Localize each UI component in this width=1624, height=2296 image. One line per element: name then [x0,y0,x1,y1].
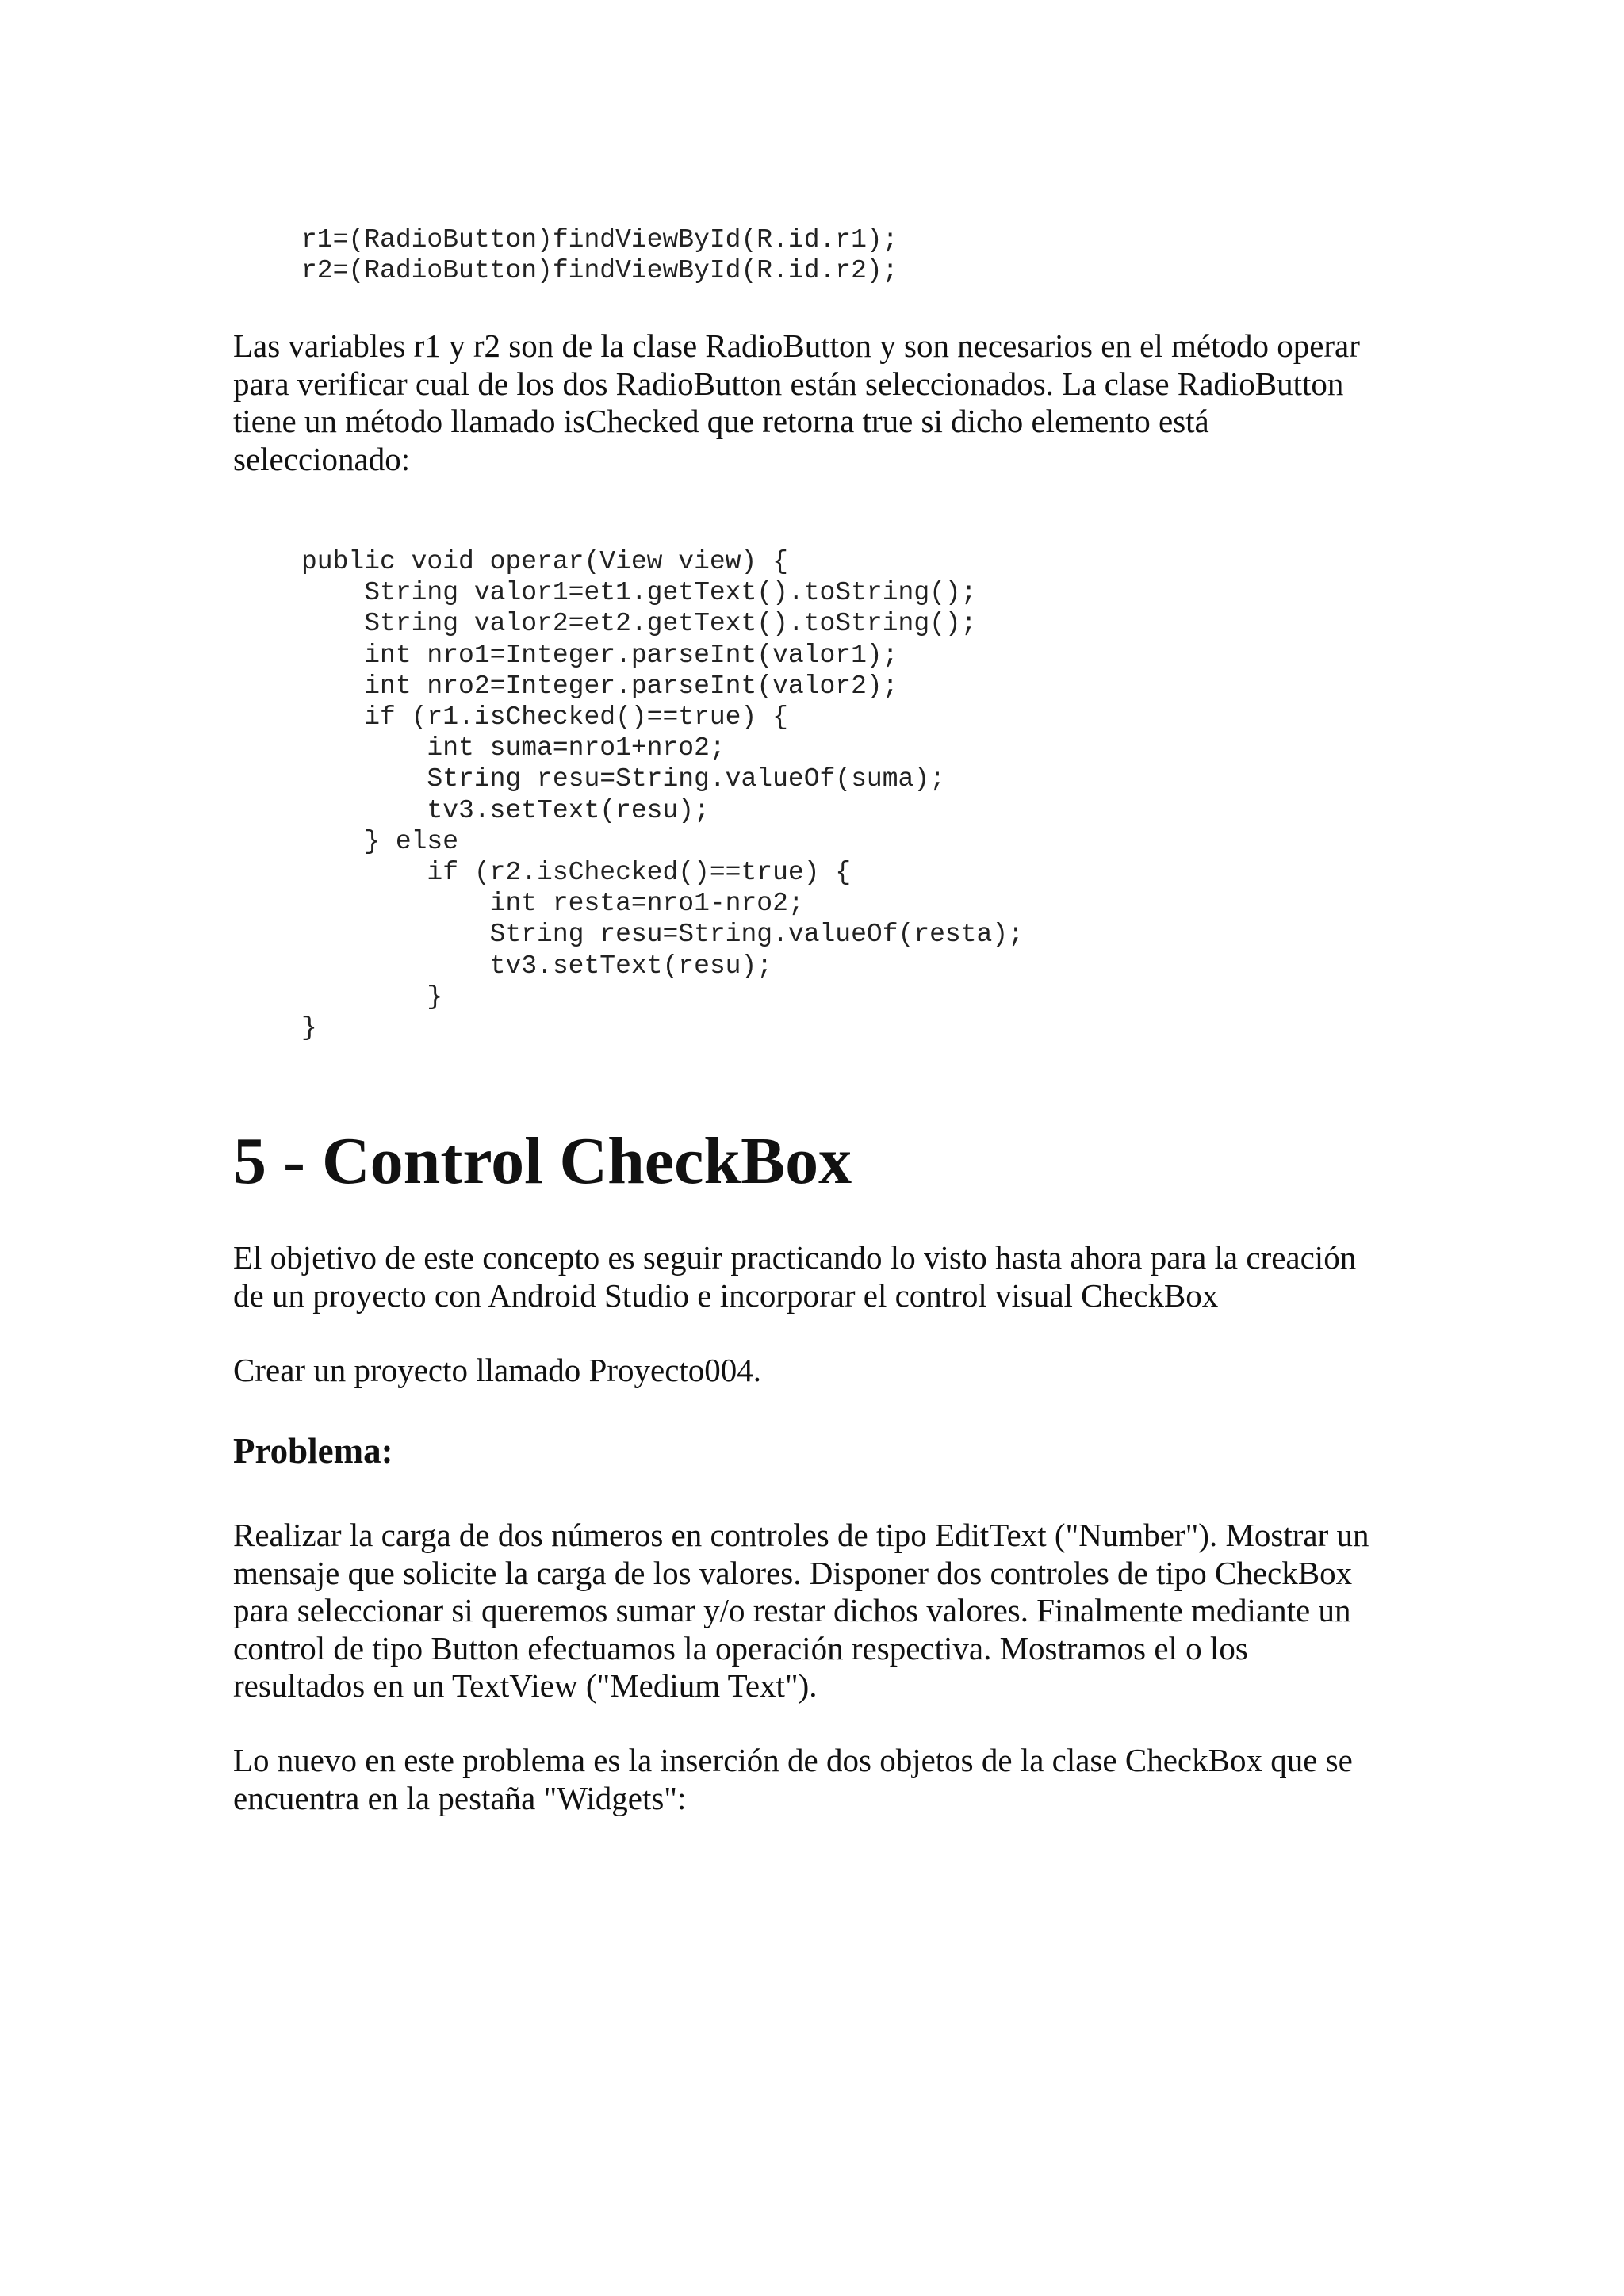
text-line: control de tipo Button efectuamos la operación respectiva. Mostramos el o los [233,1629,1248,1667]
paragraph-create-project [233,1352,1407,1390]
text-line: Lo nuevo en este problema es la inserción de dos objetos de la clase CheckBox que se [233,1742,1353,1778]
code-line: int nro2=Integer.parseInt(valor2); [301,671,898,701]
text-line: resultados en un TextView ("Medium Text"). [233,1667,818,1704]
text-line: El objetivo de este concepto es seguir practicando lo visto hasta ahora para la creación [233,1239,1357,1276]
code-line: public void operar(View view) { [301,547,788,576]
code-line: String valor2=et2.getText().toString(); [301,609,977,639]
paragraph-objective [233,1239,1407,1314]
code-block-operar-method [301,546,1024,1043]
paragraph-problem-statement [233,1517,1407,1705]
text-line: encuentra en la pestaña "Widgets": [233,1779,687,1816]
text-line: para seleccionar si queremos sumar y/o restar dichos valores. Finalmente mediante un [233,1592,1351,1628]
subheading-problema: Problema: [233,1431,393,1471]
text-line: mensaje que solicite la carga de los valores. Disponer dos controles de tipo CheckBox [233,1554,1353,1591]
code-line: } else [301,826,459,856]
section-heading: 5 - Control CheckBox [233,1124,852,1198]
code-line: if (r1.isChecked()==true) { [301,702,788,733]
code-line: } [301,1013,317,1043]
code-line: String valor1=et1.getText().toString(); [301,578,977,608]
code-block-radio-init [301,224,898,286]
code-line: int suma=nro1+nro2; [301,733,726,763]
code-line: String resu=String.valueOf(suma); [301,764,945,794]
text-line: Realizar la carga de dos números en controles de tipo EditText ("Number"). Mostrar un [233,1517,1369,1553]
code-line: String resu=String.valueOf(resta); [301,920,1024,950]
paragraph-radiobutton-explanation [233,327,1407,478]
text-line: seleccionado: [233,440,411,477]
code-line: int resta=nro1-nro2; [301,889,804,919]
code-line: tv3.setText(resu); [301,951,773,981]
code-line: r1=(RadioButton)findViewById(R.id.r1); [301,225,898,254]
code-line: if (r2.isChecked()==true) { [301,858,852,888]
paragraph-checkbox-widgets [233,1742,1407,1817]
code-line: } [301,982,443,1012]
text-line: Crear un proyecto llamado Proyecto004. [233,1352,762,1388]
text-line: para verificar cual de los dos RadioButton están seleccionados. La clase RadioButton [233,365,1344,402]
text-line: de un proyecto con Android Studio e incorporar el control visual CheckBox [233,1276,1219,1314]
text-line: Las variables r1 y r2 son de la clase RadioButton y son necesarios en el método operar [233,327,1360,364]
text-line: tiene un método llamado isChecked que retorna true si dicho elemento está [233,403,1209,439]
code-line: r2=(RadioButton)findViewById(R.id.r2); [301,256,898,286]
code-line: tv3.setText(resu); [301,795,710,825]
code-line: int nro1=Integer.parseInt(valor1); [301,640,898,670]
